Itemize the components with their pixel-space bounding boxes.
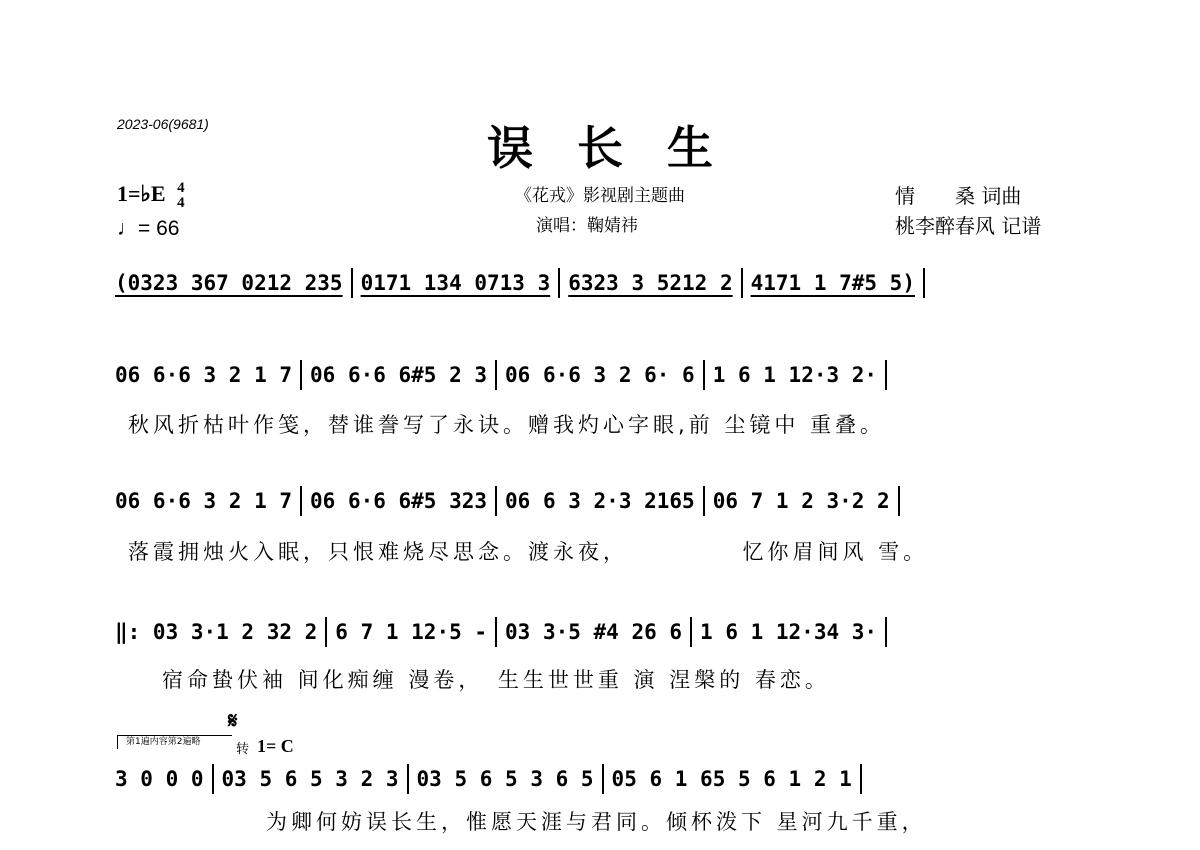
measure: 06 6·6 3 2 1 7: [115, 363, 293, 387]
barline: [558, 268, 560, 298]
measure: 6 7 1 12·5 -: [335, 620, 488, 644]
barline: [495, 486, 497, 516]
singer-credit: 演唱：鞠婧祎: [536, 216, 638, 236]
barline: [495, 360, 497, 390]
modulation-label: 转: [236, 742, 250, 757]
system-2-lyrics: 秋风折枯叶作笺，替谁誊写了永诀。赠我灼心字眼,前 尘镜中 重叠。: [128, 413, 886, 437]
tempo-marking: ♩= 66: [117, 217, 180, 240]
subtitle: 《花戎》影视剧主题曲: [515, 186, 685, 206]
system-3-lyrics: 落霞拥烛火入眠，只恨难烧尽思念。渡永夜， 忆你眉间风 雪。: [128, 540, 929, 564]
system-4-lyrics: 宿命蛰伏袖 间化痴缠 漫卷， 生生世世重 演 涅槃的 春恋。: [162, 668, 830, 692]
barline: [602, 764, 604, 794]
barline: [923, 268, 925, 298]
measure: 1 6 1 12·34 3·: [700, 620, 878, 644]
barline: [885, 360, 887, 390]
measure: 0171 134 0713 3: [360, 271, 551, 295]
barline: [703, 360, 705, 390]
system-4-notes: [115, 617, 895, 647]
measure: 03 3·5 #4 26 6: [505, 620, 683, 644]
system-2-notes: [115, 360, 895, 390]
barline: [300, 360, 302, 390]
modulation-key: 1= C: [257, 736, 294, 756]
measure: 06 7 1 2 3·2 2: [712, 489, 890, 513]
barline: [885, 617, 887, 647]
segno-sign: 𝄋: [228, 708, 238, 734]
measure: 06 6·6 6#5 323: [310, 489, 488, 513]
measure: 1 6 1 12·3 2·: [712, 363, 878, 387]
volta-bracket: 第1遍内容第2遍略: [117, 735, 232, 749]
measure: 4171 1 7#5 5): [750, 271, 915, 295]
song-title: 误长生: [487, 121, 757, 175]
measure: (0323 367 0212 235: [115, 271, 343, 295]
lyricist-credit: 情 桑 词曲: [895, 184, 1022, 208]
barline: [860, 764, 862, 794]
measure: ‖: 03 3·1 2 32 2: [115, 620, 318, 644]
barline: [741, 268, 743, 298]
barline: [212, 764, 214, 794]
measure: 03 5 6 5 3 6 5: [416, 767, 594, 791]
measure: 06 6 3 2·3 2165: [505, 489, 695, 513]
system-3-notes: [115, 486, 908, 516]
measure: 06 6·6 3 2 6· 6: [505, 363, 695, 387]
system-1-notes: [115, 268, 933, 298]
score-id: 2023-06(9681): [117, 116, 209, 132]
barline: [351, 268, 353, 298]
measure: 06 6·6 3 2 1 7: [115, 489, 293, 513]
measure: 03 5 6 5 3 2 3: [221, 767, 399, 791]
measure: 3 0 0 0: [115, 767, 204, 791]
transcriber-credit: 桃李醉春风 记谱: [895, 214, 1042, 238]
system-5-lyrics: 为卿何妨误长生，惟愿天涯与君同。倾杯泼下 星河九千重，: [266, 810, 927, 834]
measure: 6323 3 5212 2: [568, 271, 733, 295]
key-signature: 1=♭E 4 4: [117, 180, 185, 211]
system-5-notes: [115, 764, 870, 794]
measure: 05 6 1 65 5 6 1 2 1: [611, 767, 852, 791]
barline: [407, 764, 409, 794]
barline: [325, 617, 327, 647]
barline: [300, 486, 302, 516]
barline: [495, 617, 497, 647]
barline: [690, 617, 692, 647]
barline: [898, 486, 900, 516]
time-signature: 4 4: [177, 180, 185, 211]
barline: [703, 486, 705, 516]
measure: 06 6·6 6#5 2 3: [310, 363, 488, 387]
